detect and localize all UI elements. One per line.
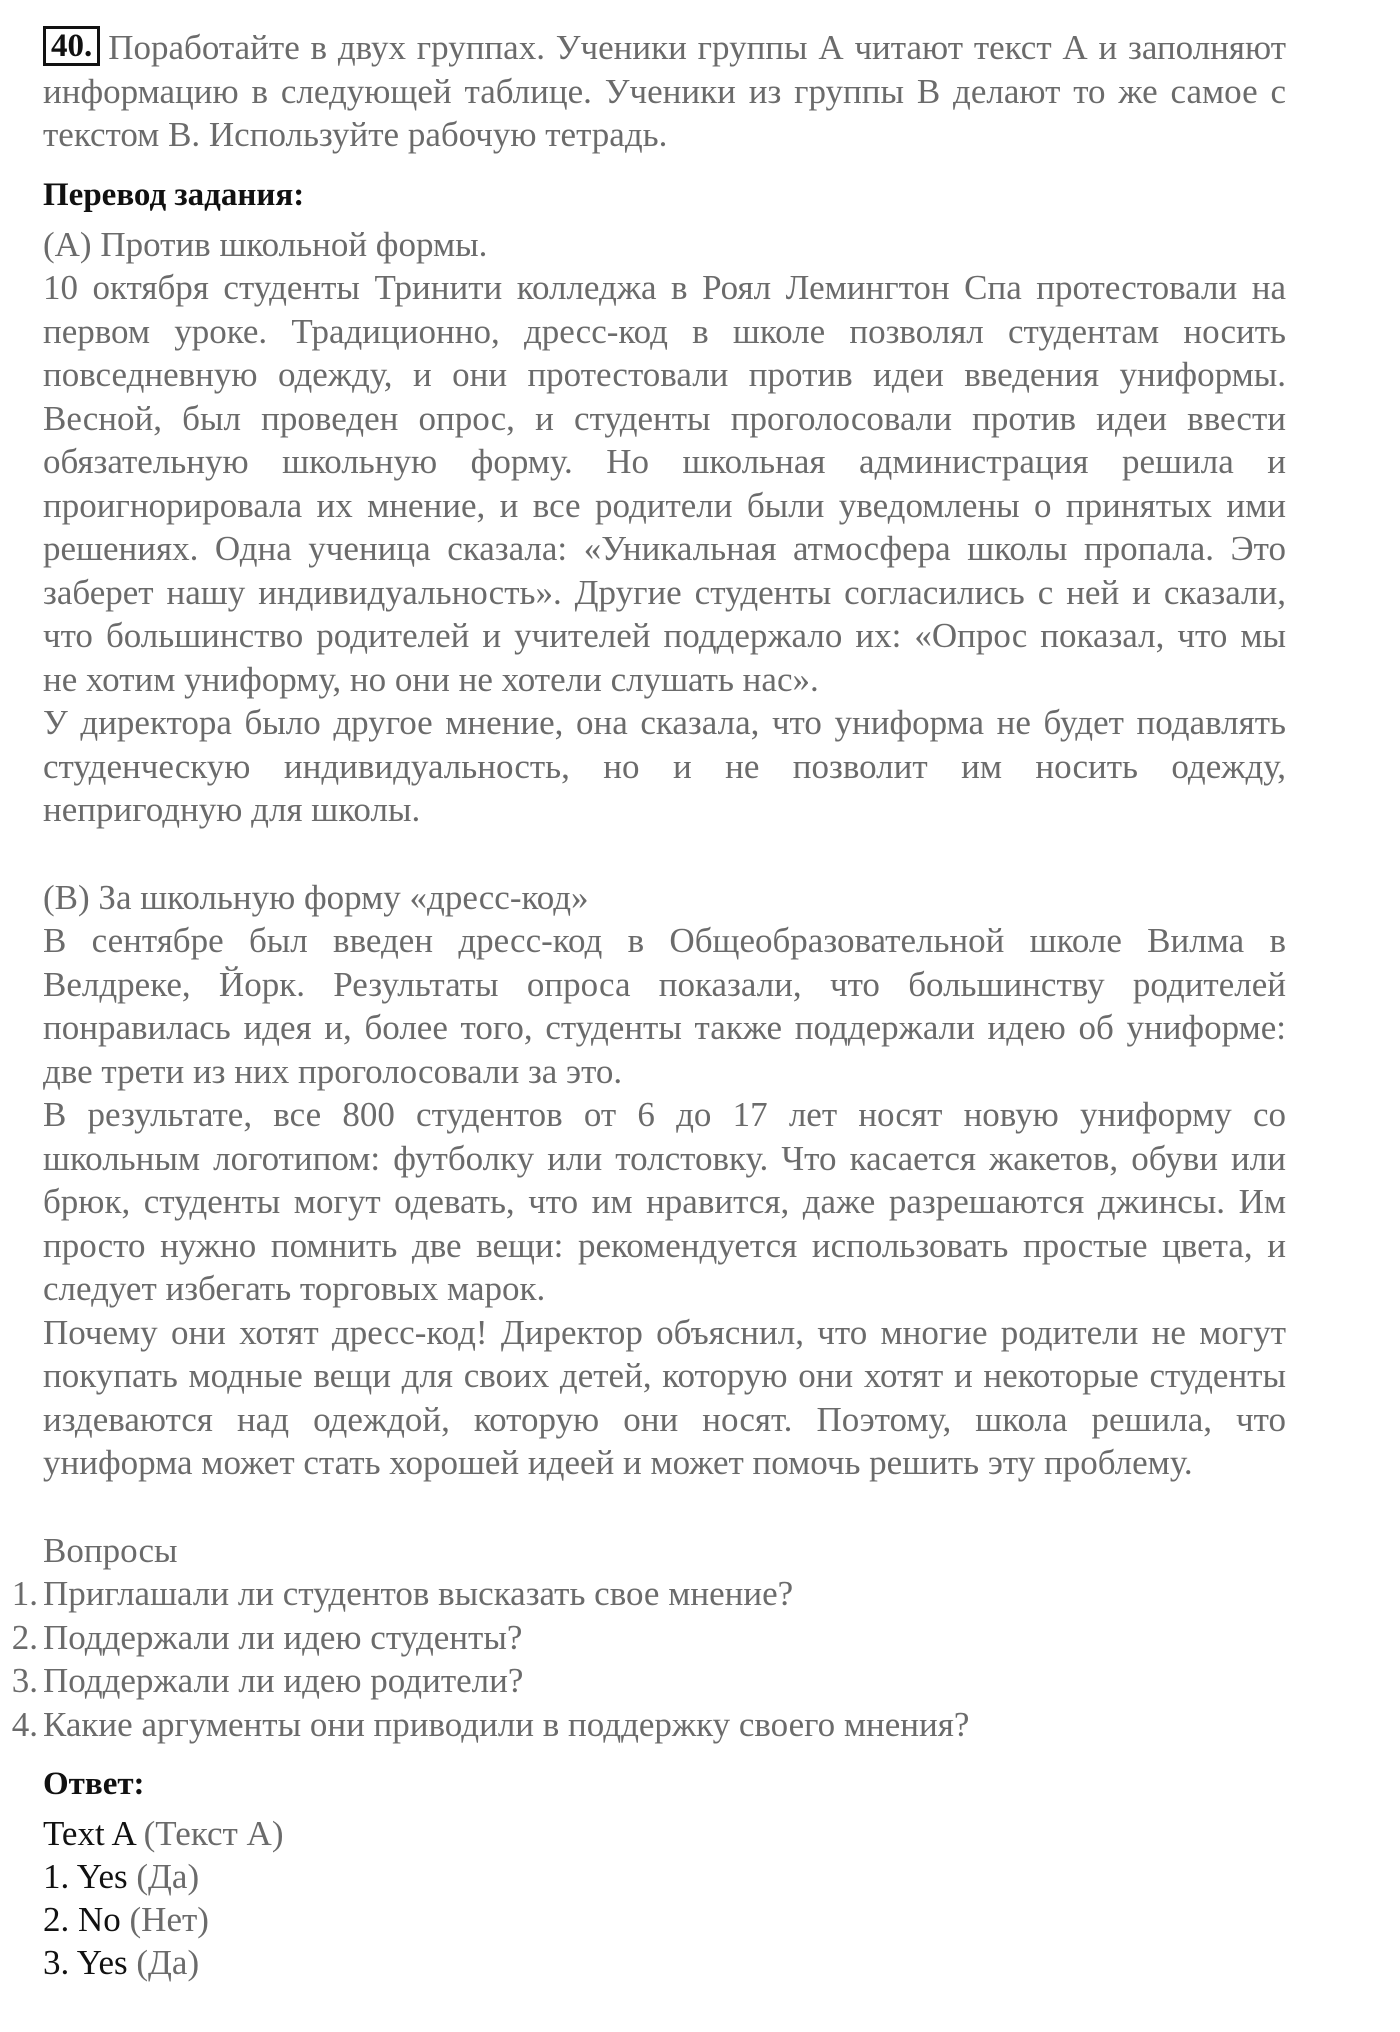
task-paragraph — [43, 26, 1286, 157]
text-b-title: (В) За школьную форму «дресс-код» — [43, 877, 589, 917]
questions-list — [11, 1572, 1286, 1746]
answer-ru: (Нет) — [129, 1900, 209, 1939]
answer-en: No — [78, 1900, 121, 1939]
spacer — [43, 1485, 1286, 1529]
spacer — [43, 832, 1286, 876]
answer-ru: (Да) — [136, 1943, 200, 1982]
answer-item — [43, 1855, 1286, 1898]
question-text: Поддержали ли идею родители? — [43, 1661, 524, 1700]
answer-heading: Ответ: — [43, 1766, 145, 1802]
answer-ru: (Да) — [136, 1857, 200, 1896]
task-number: 40. — [43, 26, 100, 66]
question-text: Приглашали ли студентов высказать свое мнение? — [43, 1574, 794, 1613]
page — [11, 26, 1286, 1984]
question-text: Поддержали ли идею студенты? — [43, 1617, 523, 1657]
translation-heading: Перевод задания: — [43, 176, 305, 213]
answer-number: 1. — [43, 1857, 70, 1896]
question-item — [11, 1572, 1286, 1616]
question-number: 3. — [11, 1661, 38, 1700]
answer-number: 3. — [43, 1943, 70, 1982]
text-b-paragraph-1: В сентябре был введен дресс-код в Общеобразовательной школе Вилма в Велдреке, Йорк. Результаты опроса показали, что большинству родителей понравилась идея и, более того, студенты также поддержали идею об униформе: две трети из них проголосовали за это. — [43, 921, 1286, 1091]
answer-en: Yes — [76, 1943, 128, 1982]
answers-header-en: Text A — [43, 1814, 135, 1853]
question-item — [11, 1703, 1286, 1747]
question-number: 1. — [11, 1574, 38, 1613]
question-number: 4. — [11, 1704, 38, 1744]
answer-item — [43, 1898, 1286, 1941]
answer-item — [43, 1941, 1286, 1984]
question-item — [11, 1616, 1286, 1660]
answers-block — [43, 1812, 1286, 1984]
text-b-paragraph-3: Почему они хотят дресс-код! Директор объяснил, что многие родители не могут покупать модные вещи для своих детей, которую они хотят и некоторые студенты издеваются над одеждой, которую они носят. Поэтому, школа решила, что униформа может стать хорошей идеей и может помочь решить эту проблему. — [43, 1312, 1286, 1482]
answers-header-ru: (Текст А) — [143, 1814, 284, 1853]
task-text: Поработайте в двух группах. Ученики группы А читают текст А и заполняют информацию в следующей таблице. Ученики из группы В делают то же самое с текстом В. Используйте рабочую тетрадь. — [43, 28, 1286, 154]
answer-number: 2. — [43, 1900, 70, 1939]
question-item — [11, 1659, 1286, 1703]
question-text: Какие аргументы они приводили в поддержку своего мнения? — [43, 1704, 970, 1744]
question-number: 2. — [11, 1617, 38, 1657]
answer-en: Yes — [76, 1857, 128, 1896]
text-b-paragraph-2: В результате, все 800 студентов от 6 до 17 лет носят новую униформу со школьным логотипом: футболку или толстовку. Что касается жакетов, обуви или брюк, студенты могут одевать, что им нравится, даже разрешаются джинсы. Им просто нужно помнить две вещи: рекомендуется использовать простые цвета, и следует избегать торговых марок. — [43, 1095, 1286, 1308]
text-a-title: (А) Против школьной формы. — [43, 224, 488, 264]
questions-title: Вопросы — [43, 1530, 178, 1570]
text-a-paragraph-2: У директора было другое мнение, она сказала, что униформа не будет подавлять студенческую индивидуальность, но и не позволит им носить одежду, непригодную для школы. — [43, 703, 1286, 829]
answers-header — [43, 1812, 1286, 1855]
text-a-paragraph-1: 10 октября студенты Тринити колледжа в Роял Лемингтон Спа протестовали на первом уроке. Традиционно, дресс-код в школе позволял студентам носить повседневную одежду, и они протестовали против идеи введения униформы. Весной, был проведен опрос, и студенты проголосовали против идеи ввести обязательную школьную форму. Но школьная администрация решила и проигнорировала их мнение, и все родители были уведомлены о принятых ими решениях. Одна ученица сказала: «Уникальная атмосфера школы пропала. Это заберет нашу индивидуальность». Другие студенты согласились с ней и сказали, что большинство родителей и учителей поддержало их: «Опрос показал, что мы не хотим униформу, но они не хотели слушать нас». — [43, 268, 1286, 699]
